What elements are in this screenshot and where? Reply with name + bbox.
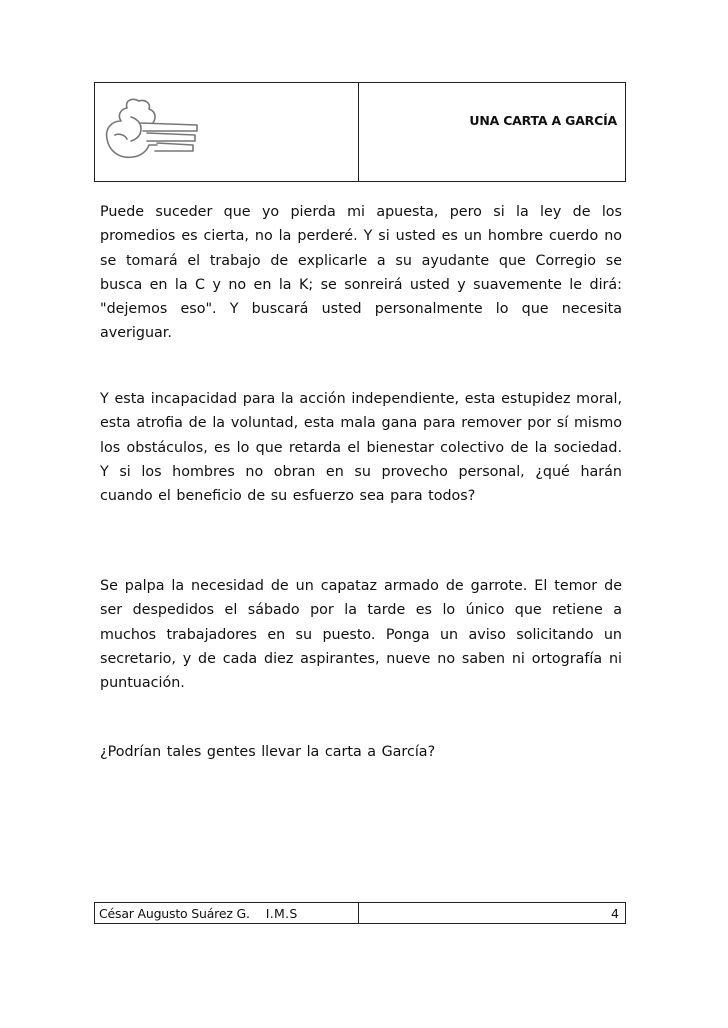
paragraph: Y esta incapacidad para la acción independiente, esta estupidez moral, esta atrofia de la voluntad, esta mala gana para remover por sí mismo los obstáculos, es lo que retarda el bienestar colectivo de la sociedad. Y si los hombres no obran en su provecho personal, ¿qué harán cuando el beneficio de su esfuerzo sea para todos?: [100, 391, 622, 505]
document-title: UNA CARTA A GARCÍA: [469, 113, 617, 128]
header-title-cell: [359, 83, 625, 181]
paragraph: ¿Podrían tales gentes llevar la carta a García?: [100, 744, 436, 760]
paragraph: Se palpa la necesidad de un capataz armado de garrote. El temor de ser despedidos el sábado por la tarde es lo único que retiene a muchos trabajadores en su puesto. Ponga un aviso solicitando un secretario, y de cada diez aspirantes, nueve no saben ni ortografía ni puntuación.: [100, 578, 622, 692]
paragraph: Puede suceder que yo pierda mi apuesta, pero si la ley de los promedios es cierta, no la perderé. Y si usted es un hombre cuerdo no se tomará el trabajo de explicarle a su ayudante que Corregio se busca en la C y no en la K; se sonreirá usted y suavemente le dirá: "dejemos eso". Y buscará usted personalmente lo que necesita averiguar.: [100, 204, 622, 342]
footer-right-cell: [359, 903, 625, 923]
page-number: 4: [611, 905, 619, 921]
header-table: [94, 82, 626, 182]
footer-left-cell: [95, 903, 359, 923]
footer-author: César Augusto Suárez G.: [99, 905, 250, 921]
footer-org: I.M.S: [265, 905, 298, 921]
hand-holding-letter-icon: [101, 95, 201, 165]
header-logo-cell: [95, 83, 359, 181]
footer-table: [94, 902, 626, 924]
